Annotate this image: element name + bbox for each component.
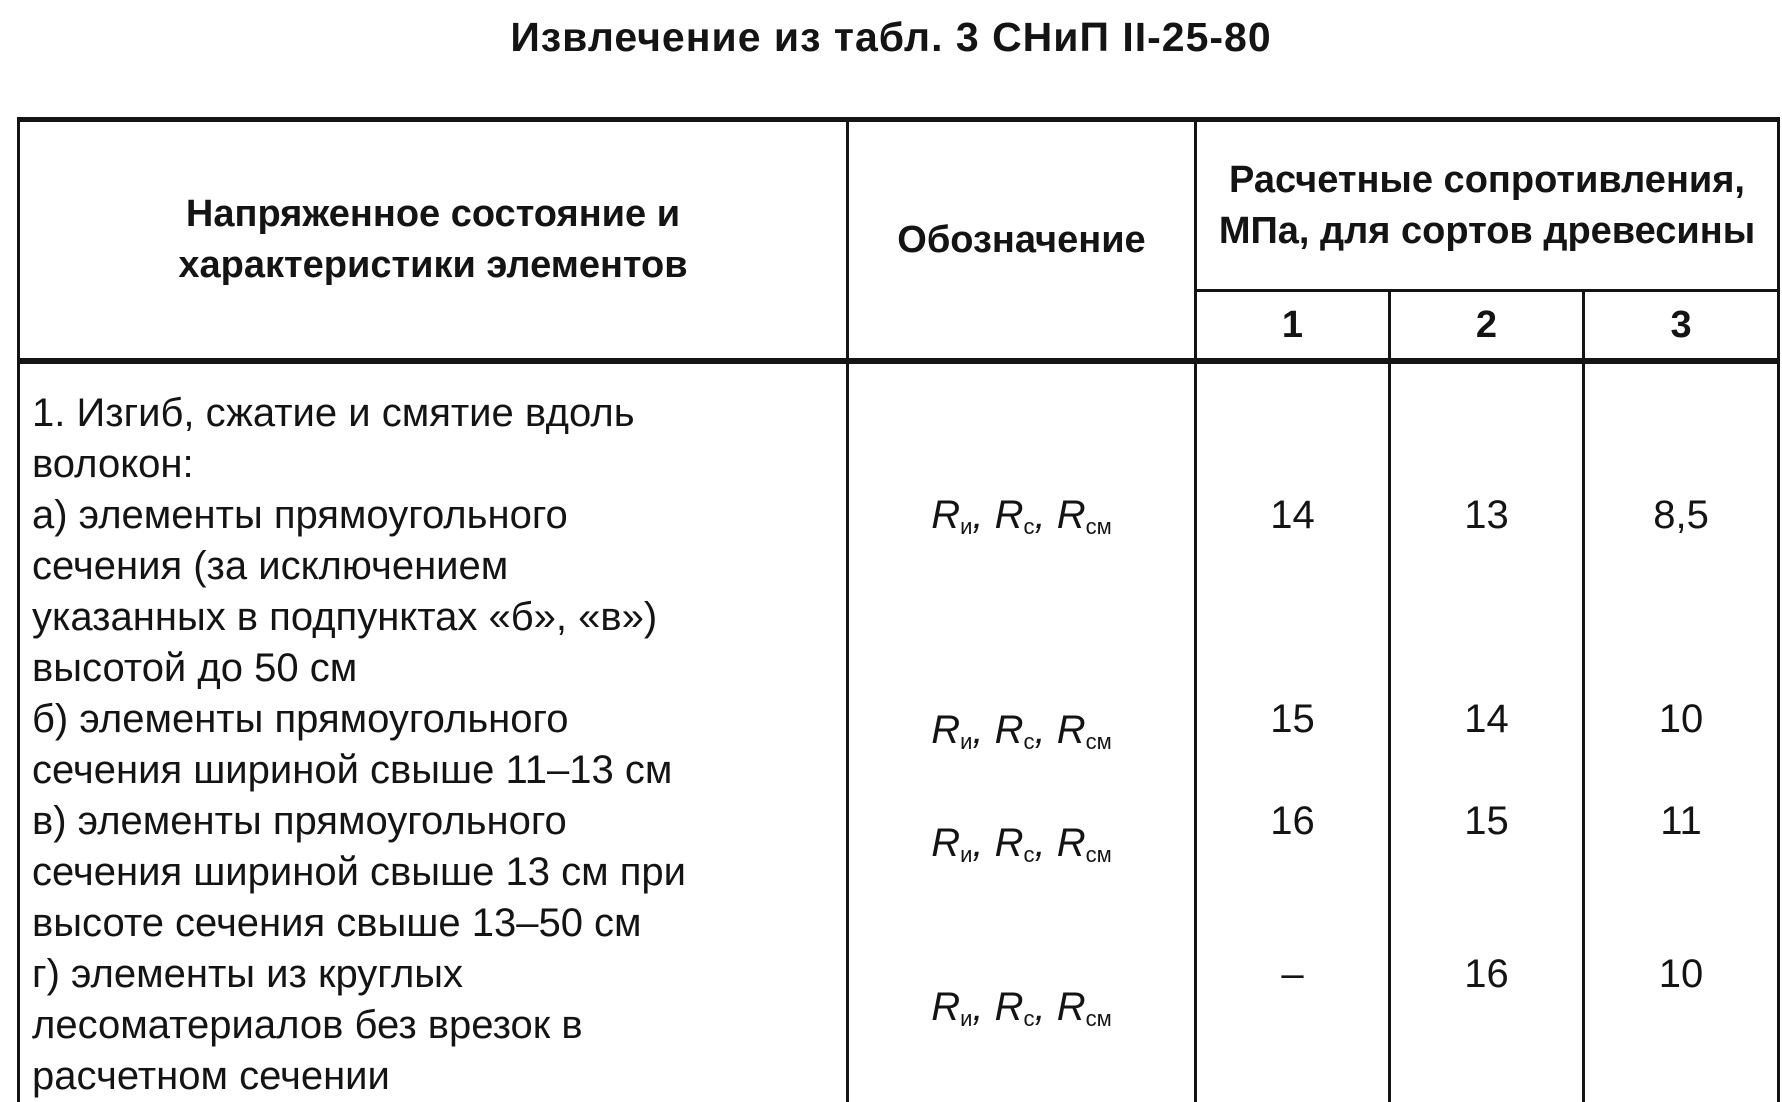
grade-2-column: [1390, 361, 1584, 1102]
value-c-grade-1: 16: [1270, 799, 1315, 843]
state-line: сечения (за исключением: [32, 544, 509, 588]
header-grade-2: 2: [1390, 291, 1584, 362]
state-line: указанных в подпунктах «б», «в»): [32, 595, 658, 639]
table-title: Извлечение из табл. 3 СНиП II-25-80: [510, 14, 1272, 60]
state-line: 1. Изгиб, сжатие и смятие вдоль: [32, 391, 635, 435]
state-line: сечения шириной свыше 11–13 см: [32, 748, 673, 792]
value-c-grade-3: 11: [1660, 799, 1702, 843]
header-grade-1: 1: [1196, 291, 1390, 362]
symbol-text: $R_и$, $R_с$, $R_{см}$: [931, 493, 1112, 539]
value-a-grade-2: 13: [1464, 493, 1509, 537]
grade-1-column: [1196, 361, 1390, 1102]
value-d-grade-3: 10: [1658, 952, 1704, 996]
value-d-grade-1: –: [1281, 952, 1304, 996]
symbol-text: $R_и$, $R_с$, $R_{см}$: [931, 821, 1112, 867]
value-a-grade-1: 14: [1270, 493, 1315, 537]
designation-b: [849, 705, 1194, 767]
header-grade-3: 3: [1584, 291, 1779, 362]
strength-table: [17, 117, 1780, 1102]
symbol-text: $R_и$, $R_с$, $R_{см}$: [931, 985, 1112, 1031]
state-line: высоте сечения свыше 13–50 см: [32, 901, 642, 945]
value-b-grade-2: 14: [1464, 697, 1509, 741]
state-line: сечения шириной свыше 13 см при: [32, 850, 686, 894]
state-line: лесоматериалов без врезок в: [32, 1003, 583, 1047]
designation-d: [849, 982, 1194, 1044]
value-d-grade-2: 16: [1464, 952, 1509, 996]
value-a-grade-3: 8,5: [1653, 493, 1709, 537]
grade-3-column: [1584, 361, 1779, 1102]
state-line: высотой до 50 см: [32, 646, 358, 690]
value-b-grade-3: 10: [1658, 697, 1704, 741]
value-b-grade-1: 15: [1270, 697, 1315, 741]
header-state-text: Напряженное состояние и характеристики элементов: [178, 193, 688, 286]
table-row: [19, 361, 1779, 1102]
header-state: [19, 120, 848, 362]
state-line: волокон:: [32, 442, 194, 486]
header-resistance-group: [1196, 120, 1779, 291]
designation-column: [848, 361, 1196, 1102]
state-line: а) элементы прямоугольного: [32, 493, 568, 537]
symbol-text: $R_и$, $R_с$, $R_{см}$: [931, 708, 1112, 754]
value-c-grade-2: 15: [1464, 799, 1509, 843]
state-line: г) элементы из круглых: [32, 952, 464, 996]
state-line: расчетном сечении: [32, 1054, 390, 1098]
designation-c: [849, 818, 1194, 880]
header-designation: Обозначение: [848, 120, 1196, 362]
designation-a: [849, 490, 1194, 552]
state-line: б) элементы прямоугольного: [32, 697, 569, 741]
state-line: в) элементы прямоугольного: [32, 799, 567, 843]
header-resistance-text: Расчетные сопротивления, МПа, для сортов древесины: [1218, 158, 1756, 252]
state-column: [19, 361, 848, 1102]
